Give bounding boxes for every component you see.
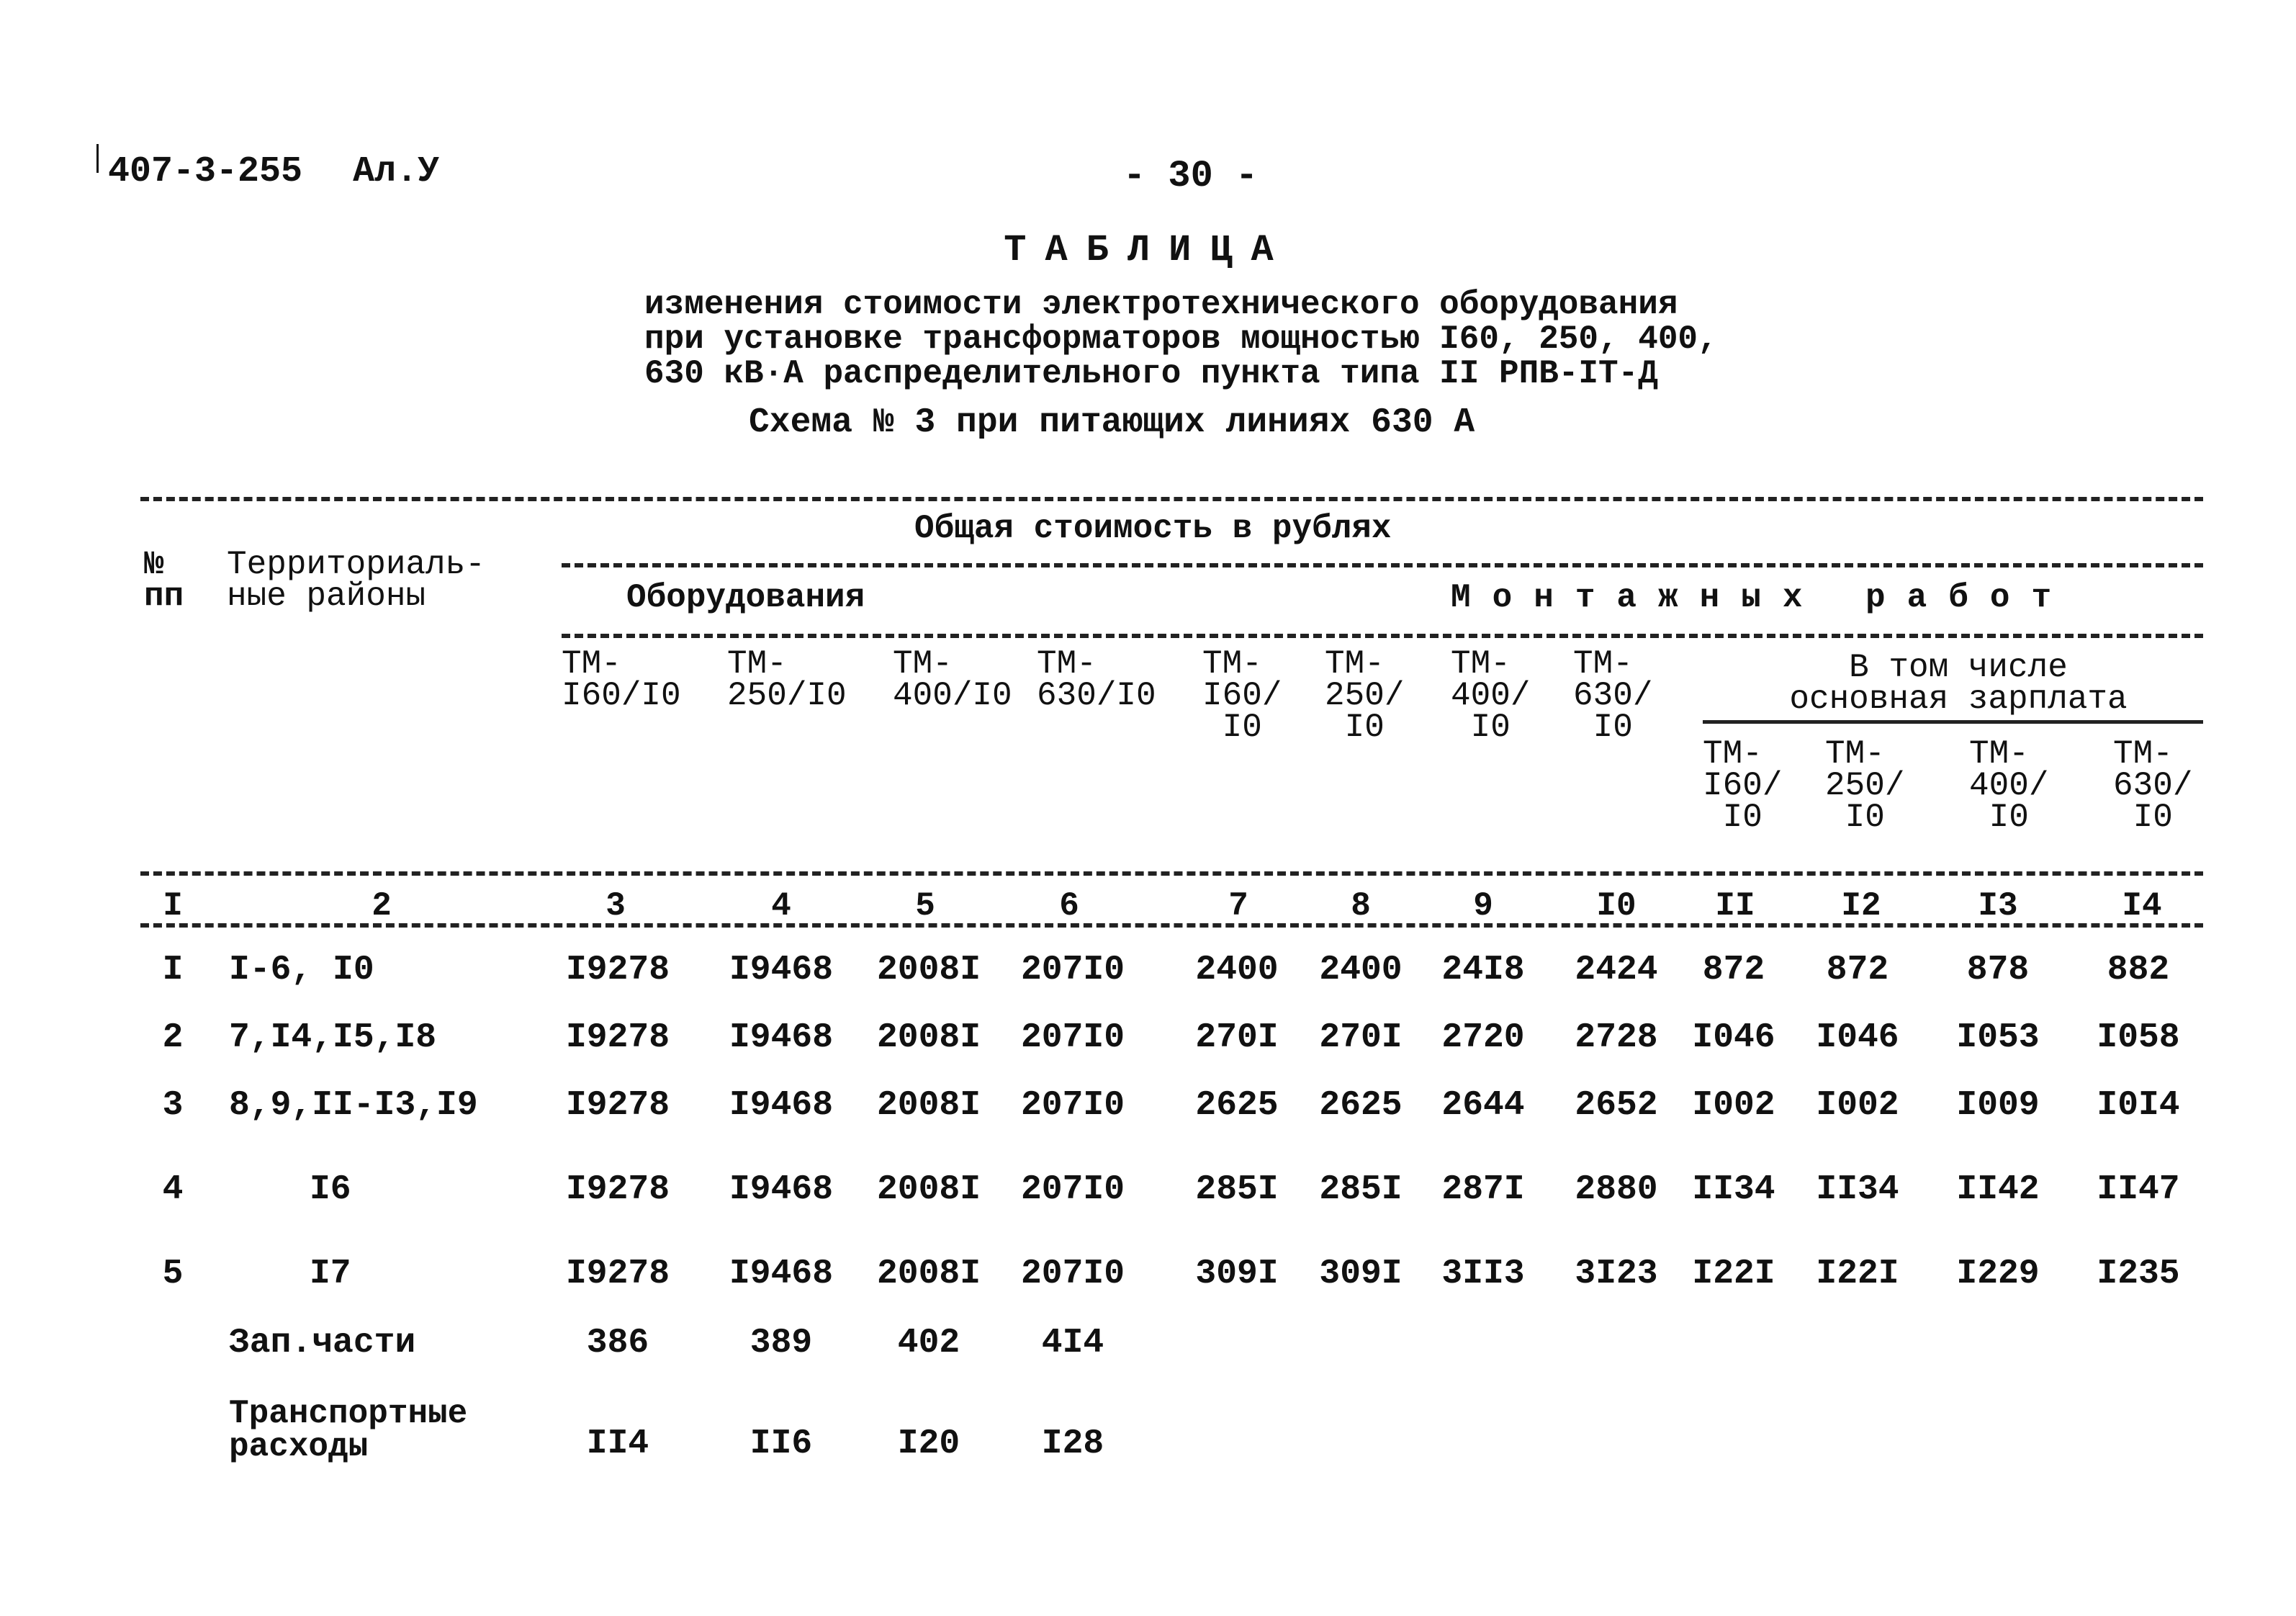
table-cell: 2400 — [1195, 951, 1279, 989]
header-sal-tm630: ТМ- 630/ I0 — [2113, 735, 2193, 836]
table-cell: I9468 — [729, 951, 834, 989]
table-cell: 872 — [1826, 951, 1889, 989]
header-sal-tm160: ТМ- I60/ I0 — [1703, 735, 1783, 836]
table-cell: 2424 — [1575, 951, 1658, 989]
header-number: № пп — [144, 546, 184, 615]
rule-under-groups — [562, 634, 2203, 638]
table-cell: 207I0 — [1020, 1018, 1125, 1057]
table-cell: 207I0 — [1020, 951, 1125, 989]
column-number: 4 — [771, 887, 791, 925]
spare-parts-label: Зап.части — [229, 1324, 416, 1363]
rule-under-including — [1703, 720, 2203, 724]
table-cell: I9468 — [729, 1018, 834, 1057]
table-cell: 2008I — [876, 951, 981, 989]
table-cell: I9278 — [565, 1254, 670, 1293]
corner-mark — [96, 144, 99, 173]
table-cell: 287I — [1441, 1170, 1525, 1209]
table-cell: II4 — [586, 1424, 649, 1463]
row-number: 5 — [162, 1254, 184, 1293]
table-cell: 309I — [1319, 1254, 1403, 1293]
header-sal-tm400: ТМ- 400/ I0 — [1969, 735, 2049, 836]
table-cell: II42 — [1956, 1170, 2040, 1209]
table-cell: 270I — [1195, 1018, 1279, 1057]
column-number: I2 — [1841, 887, 1881, 925]
page-number: - 30 - — [1123, 155, 1259, 197]
table-cell: I009 — [1956, 1086, 2040, 1125]
table-cell: 3I23 — [1575, 1254, 1658, 1293]
table-cell: I002 — [1816, 1086, 1899, 1125]
header-eq-tm400: ТМ- 400/I0 — [893, 645, 1012, 714]
column-number: 5 — [915, 887, 935, 925]
table-cell: I235 — [2097, 1254, 2180, 1293]
table-cell: 4I4 — [1041, 1324, 1104, 1363]
table-cell: II47 — [2097, 1170, 2180, 1209]
table-cell: 878 — [1966, 951, 2030, 989]
table-cell: II6 — [749, 1424, 813, 1463]
transport-label: Транспортные расходы — [229, 1395, 468, 1465]
table-cell: 386 — [586, 1324, 649, 1363]
table-cell: 24I8 — [1441, 951, 1525, 989]
table-cell: I9278 — [565, 951, 670, 989]
table-cell: I9278 — [565, 1170, 670, 1209]
document-code-number: 407-3-255 — [108, 151, 303, 192]
row-number: I — [162, 951, 184, 989]
document-code — [108, 151, 439, 192]
table-cell: 285I — [1195, 1170, 1279, 1209]
table-cell: II34 — [1816, 1170, 1899, 1209]
header-sal-tm250: ТМ- 250/ I0 — [1825, 735, 1905, 836]
row-region: 7,I4,I5,I8 — [229, 1018, 437, 1057]
table-cell: I058 — [2097, 1018, 2180, 1057]
row-region: 8,9,II-I3,I9 — [229, 1086, 478, 1125]
table-cell: 2625 — [1195, 1086, 1279, 1125]
table-cell: I22I — [1816, 1254, 1899, 1293]
subtitle-line-2: при установке трансформаторов мощностью I60, 250, 400, — [644, 320, 1718, 358]
table-cell: I053 — [1956, 1018, 2040, 1057]
table-cell: I9468 — [729, 1170, 834, 1209]
column-number: I3 — [1978, 887, 2018, 925]
rule-under-total — [562, 563, 2203, 567]
table-cell: 2008I — [876, 1254, 981, 1293]
table-title: ТАБЛИЦА — [1004, 229, 1292, 271]
table-cell: 2008I — [876, 1170, 981, 1209]
table-cell: I28 — [1041, 1424, 1104, 1463]
header-eq-tm630: ТМ- 630/I0 — [1037, 645, 1156, 714]
subtitle-line-3: 630 кВ·А распределительного пункта типа II РПВ-IТ-Д — [644, 355, 1658, 392]
column-number: 6 — [1059, 887, 1079, 925]
column-number: 9 — [1473, 887, 1493, 925]
column-number: I — [163, 887, 183, 925]
table-cell: I20 — [897, 1424, 960, 1463]
header-mt-tm160: ТМ- I60/ I0 — [1202, 645, 1282, 746]
table-cell: 207I0 — [1020, 1086, 1125, 1125]
row-number: 3 — [162, 1086, 184, 1125]
header-mt-tm400: ТМ- 400/ I0 — [1451, 645, 1531, 746]
table-cell: 2008I — [876, 1018, 981, 1057]
table-cell: 3II3 — [1441, 1254, 1525, 1293]
column-number: 8 — [1351, 887, 1371, 925]
table-cell: 882 — [2107, 951, 2170, 989]
table-cell: 207I0 — [1020, 1254, 1125, 1293]
table-cell: I046 — [1692, 1018, 1775, 1057]
album-label: Ал.У — [353, 151, 440, 192]
header-equipment: Оборудования — [626, 579, 865, 616]
row-number: 4 — [162, 1170, 184, 1209]
row-region: I-6, I0 — [229, 951, 374, 989]
table-cell: 270I — [1319, 1018, 1403, 1057]
table-cell: 2625 — [1319, 1086, 1403, 1125]
table-cell: 2728 — [1575, 1018, 1658, 1057]
header-total-cost: Общая стоимость в рублях — [914, 510, 1392, 547]
row-region: I7 — [310, 1254, 351, 1293]
header-region: Территориаль- ные районы — [227, 546, 485, 615]
header-mt-tm250: ТМ- 250/ I0 — [1325, 645, 1405, 746]
subtitle-line-1: изменения стоимости электротехнического оборудования — [644, 286, 1678, 323]
table-cell: 872 — [1702, 951, 1765, 989]
table-cell: I9468 — [729, 1254, 834, 1293]
table-cell: 2652 — [1575, 1086, 1658, 1125]
table-cell: 309I — [1195, 1254, 1279, 1293]
table-cell: I9468 — [729, 1086, 834, 1125]
table-cell: I9278 — [565, 1018, 670, 1057]
scheme-caption: Схема № 3 при питающих линиях 630 А — [749, 403, 1475, 442]
table-cell: 207I0 — [1020, 1170, 1125, 1209]
table-cell: II34 — [1692, 1170, 1775, 1209]
header-eq-tm250: ТМ- 250/I0 — [727, 645, 847, 714]
column-number: 7 — [1228, 887, 1248, 925]
header-mt-tm630: ТМ- 630/ I0 — [1573, 645, 1653, 746]
header-eq-tm160: ТМ- I60/I0 — [562, 645, 681, 714]
header-including-salary: В том числе основная зарплата — [1789, 649, 2128, 718]
table-cell: 285I — [1319, 1170, 1403, 1209]
table-cell: I22I — [1692, 1254, 1775, 1293]
column-number: I0 — [1596, 887, 1637, 925]
table-cell: I9278 — [565, 1086, 670, 1125]
table-cell: 402 — [897, 1324, 960, 1363]
table-top-rule — [140, 497, 2203, 501]
row-region: I6 — [310, 1170, 351, 1209]
rule-under-header — [140, 871, 2203, 876]
table-cell: I046 — [1816, 1018, 1899, 1057]
table-cell: 2644 — [1441, 1086, 1525, 1125]
table-cell: 2720 — [1441, 1018, 1525, 1057]
table-cell: I229 — [1956, 1254, 2040, 1293]
row-number: 2 — [162, 1018, 184, 1057]
column-number: II — [1715, 887, 1755, 925]
table-cell: I0I4 — [2097, 1086, 2180, 1125]
column-number: I4 — [2122, 887, 2162, 925]
table-cell: 2008I — [876, 1086, 981, 1125]
header-installation: Монтажных работ — [1451, 579, 2074, 616]
table-cell: 2880 — [1575, 1170, 1658, 1209]
column-number: 3 — [605, 887, 626, 925]
table-cell: 2400 — [1319, 951, 1403, 989]
table-cell: 389 — [749, 1324, 813, 1363]
table-cell: I002 — [1692, 1086, 1775, 1125]
column-number: 2 — [372, 887, 392, 925]
